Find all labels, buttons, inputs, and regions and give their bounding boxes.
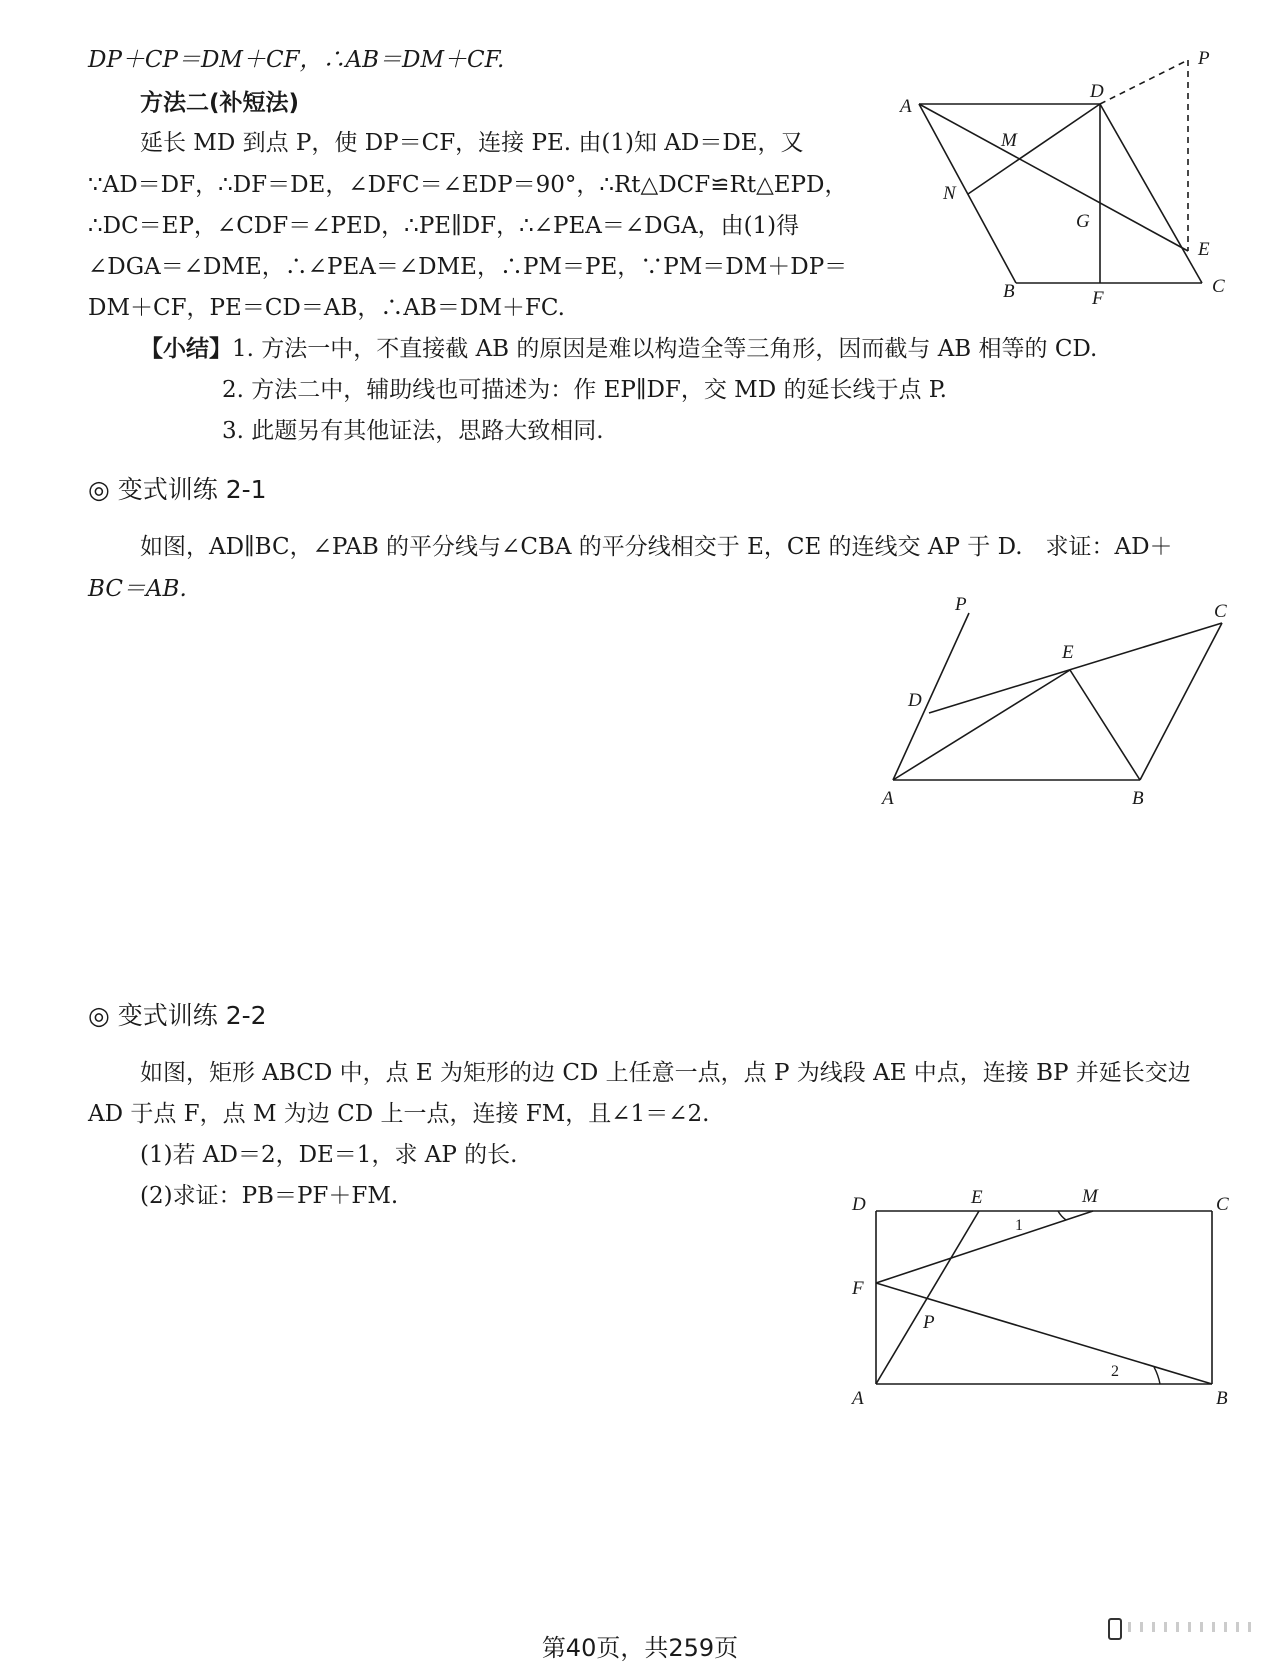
label-D: D [908,690,922,711]
label-F: F [852,1278,864,1299]
exercise-2-2-question-1: (1)若 AD＝2，DE＝1，求 AP 的长. [140,1142,518,1168]
method-two-title: 方法二(补短法) [140,90,300,116]
page-scrollbar[interactable] [1108,1616,1258,1638]
scrollbar-track[interactable] [1128,1622,1254,1632]
label-A: A [852,1388,864,1409]
summary-item-3: 3. 此题另有其他证法，思路大致相同. [222,418,604,444]
exercise-2-2-line-1: 如图，矩形 ABCD 中，点 E 为矩形的边 CD 上任意一点，点 P 为线段 AE 中点，连接 BP 并延长交边 [140,1060,1191,1086]
label-angle-2: 2 [1111,1363,1119,1380]
summary-item-2: 2. 方法二中，辅助线也可描述为：作 EP∥DF，交 MD 的延长线于点 P. [222,377,947,403]
proof-line-1: DP＋CP＝DM＋CF，∴AB＝DM＋CF. [88,47,505,73]
page-number-footer: 第40页，共259页 [541,1634,739,1662]
label-E: E [1062,642,1074,663]
exercise-2-2-question-2: (2)求证：PB＝PF＋FM. [140,1183,399,1209]
label-P: P [955,594,967,615]
exercise-2-1-line-1: 如图，AD∥BC，∠PAB 的平分线与∠CBA 的平分线相交于 E，CE 的连线交 AP 于 D. 求证：AD＋ [140,534,1173,560]
label-A: A [900,96,912,117]
label-P: P [923,1312,935,1333]
exercise-2-1-heading: ◎ 变式训练 2-1 [88,475,267,504]
proof-line-3: 延长 MD 到点 P，使 DP＝CF，连接 PE. 由(1)知 AD＝DE，又 [140,130,804,156]
label-C: C [1214,601,1227,622]
proof-line-4: ∵AD＝DF，∴DF＝DE，∠DFC＝∠EDP＝90°，∴Rt△DCF≌Rt△EPD， [88,172,848,198]
proof-line-6: ∠DGA＝∠DME，∴∠PEA＝∠DME，∴PM＝PE，∵PM＝DM＋DP＝ [88,254,848,280]
angle-1-arc [1058,1211,1066,1220]
label-D: D [852,1194,866,1215]
exercise-2-2-heading: ◎ 变式训练 2-2 [88,1001,267,1030]
segment-FB [876,1283,1212,1384]
scrollbar-thumb[interactable] [1108,1618,1122,1640]
label-C: C [1216,1194,1229,1215]
proof-line-5: ∴DC＝EP，∠CDF＝∠PED，∴PE∥DF，∴∠PEA＝∠DGA，由(1)得 [88,213,800,239]
proof-line-7: DM＋CF，PE＝CD＝AB，∴AB＝DM＋FC. [88,295,565,321]
label-G: G [1076,211,1090,232]
label-M: M [1001,130,1017,151]
summary-tag: 【小结】 [140,336,232,362]
exercise-2-2-line-2: AD 于点 F，点 M 为边 CD 上一点，连接 FM，且∠1＝∠2. [88,1101,710,1127]
label-A: A [882,788,894,809]
exercise-2-1-line-2: BC＝AB. [88,576,187,602]
summary-item-1: 1. 方法一中，不直接截 AB 的原因是难以构造全等三角形，因而截与 AB 相等的 CD. [232,336,1098,362]
label-E: E [971,1187,983,1208]
angle-2-arc [1154,1367,1160,1384]
label-B: B [1216,1388,1228,1409]
label-P: P [1198,48,1210,69]
segment-FM [876,1211,1093,1283]
label-E: E [1198,239,1210,260]
label-F: F [1092,288,1104,309]
label-C: C [1212,276,1225,297]
label-B: B [1132,788,1144,809]
label-D: D [1090,81,1104,102]
segment-AE [876,1211,979,1384]
label-N: N [943,183,956,204]
label-B: B [1003,281,1015,302]
label-M: M [1082,1186,1098,1207]
label-angle-1: 1 [1015,1217,1023,1234]
